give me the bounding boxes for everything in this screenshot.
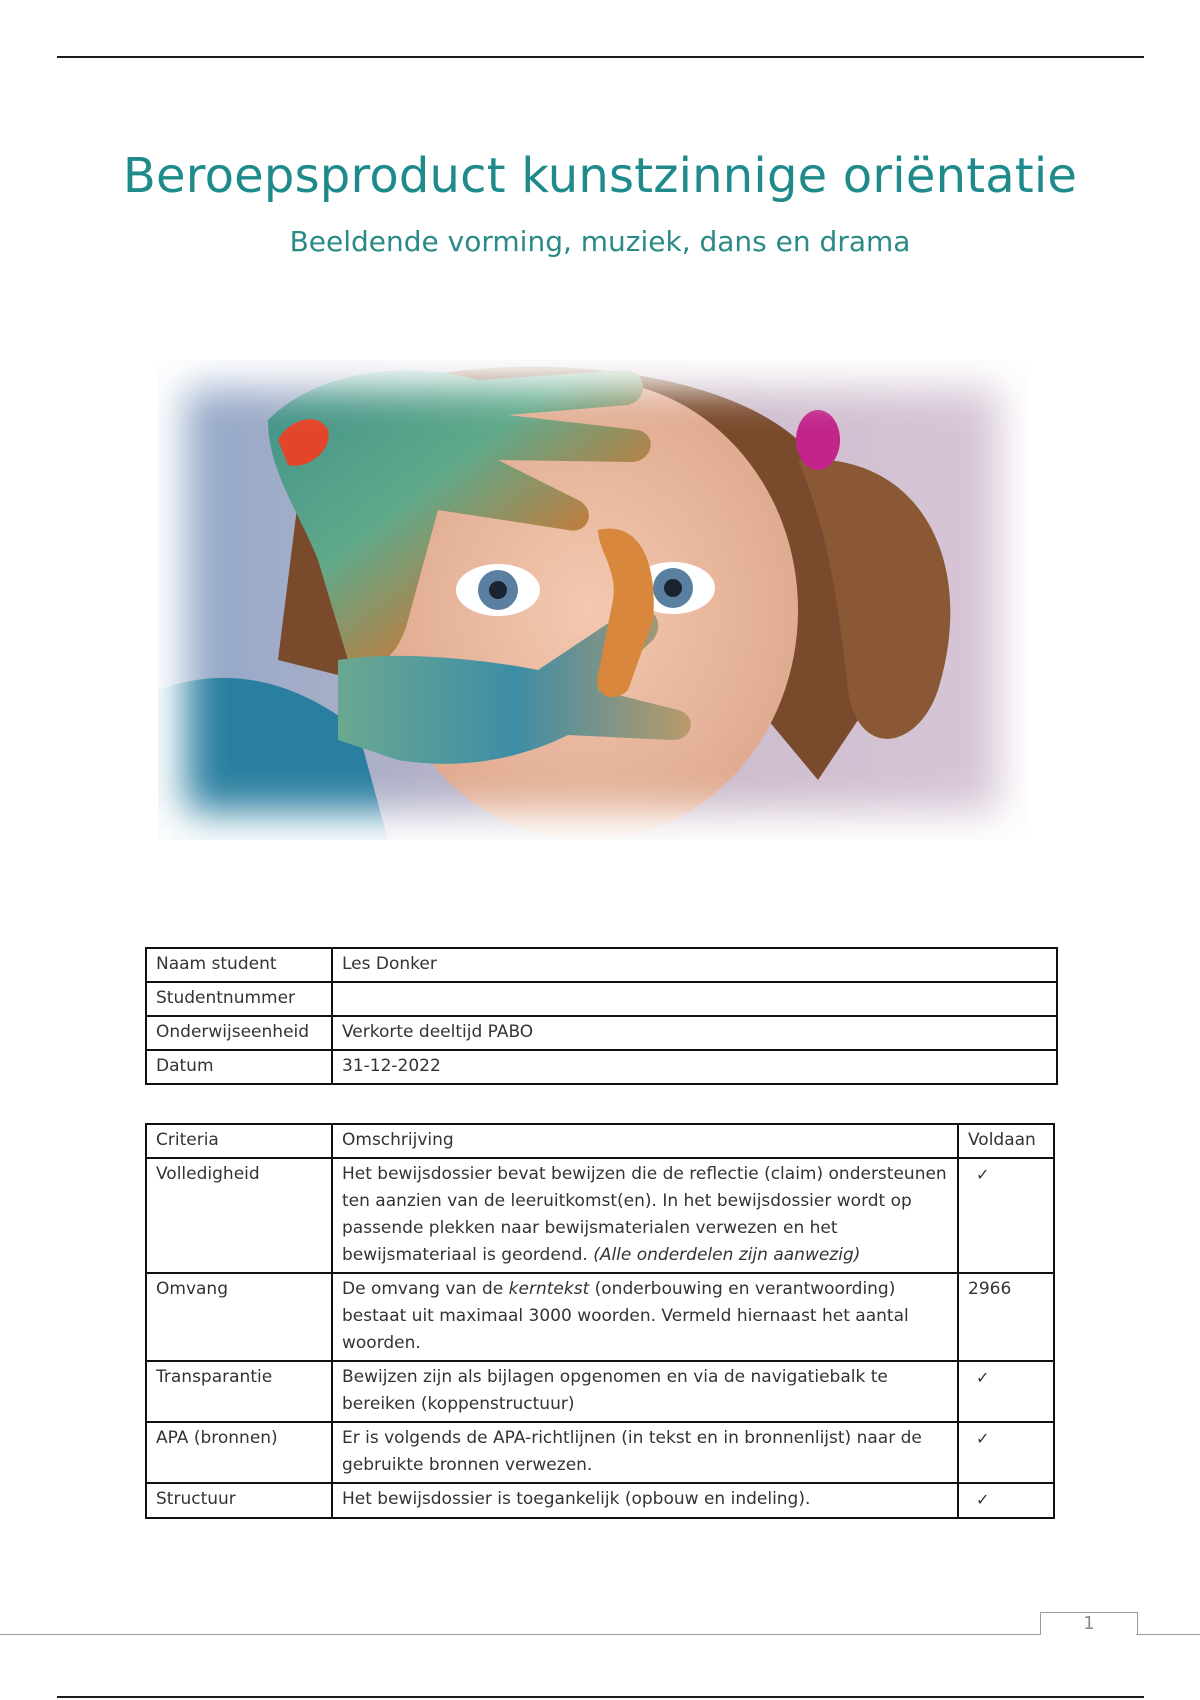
- table-row: [146, 1361, 1054, 1422]
- check-icon: ✓: [976, 1368, 990, 1387]
- fulfilled-cell: [958, 1483, 1054, 1518]
- table-row: [146, 1050, 1057, 1084]
- table-row: [146, 1158, 1054, 1273]
- footer-rule: [57, 1696, 1144, 1698]
- description-italic: kerntekst: [508, 1279, 590, 1299]
- description-cell: Het bewijsdossier is toegankelijk (opbouw en indeling).: [332, 1483, 958, 1518]
- info-value: 31-12-2022: [332, 1050, 1057, 1084]
- criterium-cell: APA (bronnen): [146, 1422, 332, 1483]
- table-row: [146, 1422, 1054, 1483]
- footer-line: [1136, 1634, 1200, 1635]
- table-row: [146, 1273, 1054, 1361]
- check-icon: ✓: [976, 1490, 990, 1509]
- info-value: Verkorte deeltijd PABO: [332, 1016, 1057, 1050]
- header-rule: [57, 56, 1144, 58]
- fulfilled-cell: [958, 1361, 1054, 1422]
- table-row: [146, 1016, 1057, 1050]
- column-header: Omschrijving: [332, 1124, 958, 1158]
- criterium-cell: Structuur: [146, 1483, 332, 1518]
- table-row: [146, 948, 1057, 982]
- description-text: (onderbouwing en verantwoording) bestaat uit maximaal 3000 woorden. Vermeld hiernaast het aantal woorden.: [342, 1279, 909, 1353]
- description-text: De omvang van de: [342, 1279, 509, 1299]
- cover-photo-illustration: [158, 360, 1028, 840]
- criteria-table: [145, 1123, 1055, 1519]
- document-title: Beroepsproduct kunstzinnige oriëntatie: [122, 148, 1078, 204]
- criterium-cell: Transparantie: [146, 1361, 332, 1422]
- cover-photo: [158, 360, 1028, 840]
- check-icon: ✓: [976, 1429, 990, 1448]
- description-cell: [332, 1158, 958, 1273]
- criterium-cell: Omvang: [146, 1273, 332, 1361]
- check-icon: ✓: [976, 1165, 990, 1184]
- column-header: Voldaan: [958, 1124, 1054, 1158]
- info-label: Onderwijseenheid: [146, 1016, 332, 1050]
- description-cell: Bewijzen zijn als bijlagen opgenomen en via de navigatiebalk te bereiken (koppenstructuur): [332, 1361, 958, 1422]
- description-cell: Er is volgends de APA-richtlijnen (in tekst en in bronnenlijst) naar de gebruikte bronnen verwezen.: [332, 1422, 958, 1483]
- column-header: Criteria: [146, 1124, 332, 1158]
- description-text: Het bewijsdossier bevat bewijzen die de reflectie (claim) ondersteunen ten aanzien van de leeruitkomst(en). In het bewijsdossier wordt op passende plekken naar bewijsmaterialen verwezen en het bewijsmateriaal is geordend.: [342, 1164, 947, 1265]
- info-label: Studentnummer: [146, 982, 332, 1016]
- page-number: 1: [1040, 1612, 1138, 1635]
- description-cell: [332, 1273, 958, 1361]
- fulfilled-cell: [958, 1422, 1054, 1483]
- table-row: [146, 1483, 1054, 1518]
- info-label: Datum: [146, 1050, 332, 1084]
- description-italic: (Alle onderdelen zijn aanwezig): [593, 1245, 861, 1265]
- document-subtitle: Beeldende vorming, muziek, dans en drama: [289, 225, 911, 258]
- footer-line: [0, 1634, 1040, 1635]
- info-value: [332, 982, 1057, 1016]
- fulfilled-cell: 2966: [958, 1273, 1054, 1361]
- table-row: [146, 982, 1057, 1016]
- info-value: Les Donker: [332, 948, 1057, 982]
- student-info-table: [145, 947, 1058, 1085]
- criterium-cell: Volledigheid: [146, 1158, 332, 1273]
- info-label: Naam student: [146, 948, 332, 982]
- table-header-row: [146, 1124, 1054, 1158]
- fulfilled-cell: [958, 1158, 1054, 1273]
